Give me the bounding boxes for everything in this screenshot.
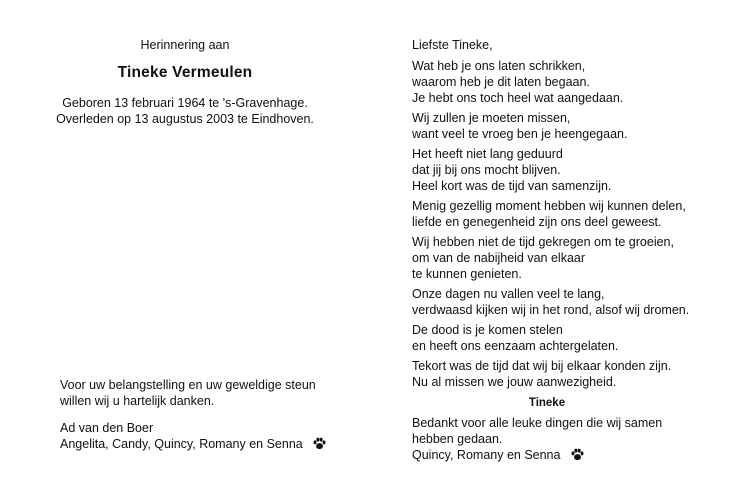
poem-line: De dood is je komen stelen	[412, 323, 563, 337]
poem-line: Onze dagen nu vallen veel te lang,	[412, 287, 605, 301]
thanks-text	[60, 377, 360, 409]
paw-print-icon	[312, 436, 327, 451]
poem-line: Heel kort was de tijd van samenzijn.	[412, 179, 612, 193]
intro-text: Herinnering aan	[140, 38, 230, 52]
poem-stanza	[412, 358, 732, 390]
poem-stanza	[412, 286, 732, 318]
death-line: Overleden op 13 augustus 2003 te Eindhoven.	[56, 112, 314, 126]
closing-line: hebben gedaan.	[412, 432, 503, 446]
poem-line: waarom heb je dit laten begaan.	[412, 75, 590, 89]
poem-stanza	[412, 234, 732, 282]
closing-line	[412, 447, 732, 463]
right-panel	[412, 0, 732, 486]
poem-line: dat jij bij ons mocht blijven.	[412, 163, 561, 177]
poem-stanza	[412, 146, 732, 194]
closing-names: Quincy, Romany en Senna	[412, 448, 561, 462]
poem-line: om van de nabijheid van elkaar	[412, 251, 586, 265]
signoff-names: Angelita, Candy, Quincy, Romany en Senna	[60, 437, 303, 451]
poem-line: Tekort was de tijd dat wij bij elkaar konden zijn.	[412, 359, 672, 373]
thanks-line: Voor uw belangstelling en uw geweldige steun	[60, 378, 316, 392]
paw-print-icon	[570, 447, 585, 462]
life-dates	[0, 95, 370, 127]
poem-line: Wat heb je ons laten schrikken,	[412, 59, 586, 73]
closing-line: Bedankt voor alle leuke dingen die wij samen	[412, 416, 663, 430]
thanks-line: willen wij u hartelijk danken.	[60, 394, 215, 408]
signoff-line	[60, 436, 360, 452]
poem-stanza	[412, 322, 732, 354]
poem-stanza	[412, 198, 732, 230]
family-signoff	[60, 420, 360, 452]
poem-line: en heeft ons eenzaam achtergelaten.	[412, 339, 619, 353]
poem-line: liefde en genegenheid zijn ons deel geweest.	[412, 215, 662, 229]
signoff-line: Ad van den Boer	[60, 421, 154, 435]
poem-line: verdwaasd kijken wij in het rond, alsof wij dromen.	[412, 303, 690, 317]
poem-line: Wij hebben niet de tijd gekregen om te groeien,	[412, 235, 674, 249]
poem	[412, 58, 732, 467]
poem-stanza	[412, 110, 732, 142]
poem-stanza	[412, 58, 732, 106]
poem-line: want veel te vroeg ben je heengegaan.	[412, 127, 628, 141]
birth-line: Geboren 13 februari 1964 te 's-Gravenhage.	[62, 96, 308, 110]
poem-line: Wij zullen je moeten missen,	[412, 111, 571, 125]
closing-text	[412, 415, 732, 463]
deceased-name: Tineke Vermeulen	[117, 64, 253, 81]
poem-line: Het heeft niet lang geduurd	[412, 147, 563, 161]
poem-signature: Tineke	[528, 397, 566, 409]
poem-line: Menig gezellig moment hebben wij kunnen delen,	[412, 199, 686, 213]
poem-line: Nu al missen we jouw aanwezigheid.	[412, 375, 617, 389]
poem-line: Je hebt ons toch heel wat aangedaan.	[412, 91, 624, 105]
poem-line: te kunnen genieten.	[412, 267, 522, 281]
poem-greeting: Liefste Tineke,	[412, 38, 493, 52]
